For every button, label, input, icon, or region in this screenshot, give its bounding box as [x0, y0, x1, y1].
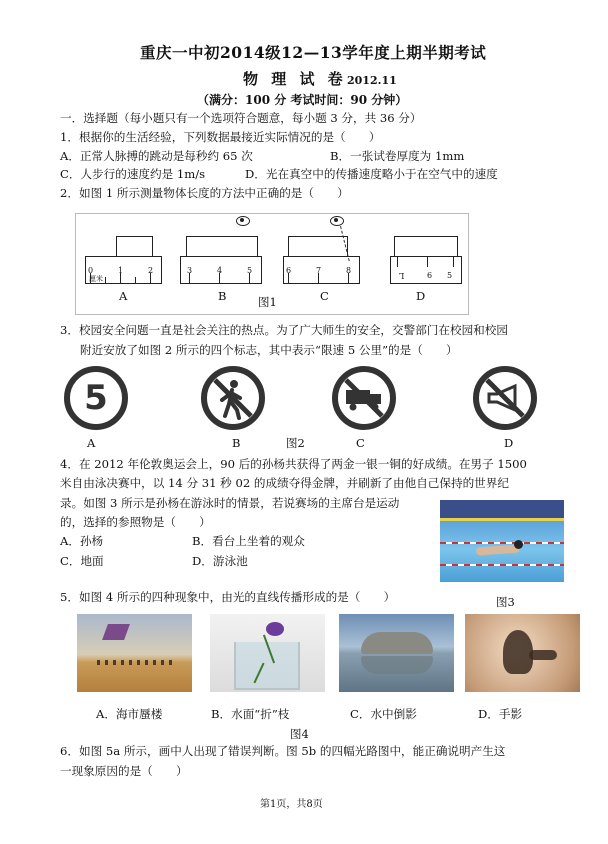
ruler-c: 6 7 8	[283, 256, 360, 284]
no-trucks-sign	[332, 366, 396, 430]
hand-shadow-photo	[465, 614, 580, 692]
q3-line2: 附近安放了如图 2 所示的四个标志，其中表示“限速 5 公里”的是（ ）	[80, 343, 458, 357]
ruler-a-unit: 厘米	[89, 275, 103, 283]
eye-icon-b	[236, 216, 250, 226]
ruler-a: 0 1 2 厘米	[85, 256, 162, 284]
section-heading: 一．选择题（每小题只有一个选项符合题意，每小题 3 分，共 36 分）	[60, 111, 422, 125]
q1-stem: 1．根据你的生活经验，下列数据最接近实际情况的是（ ）	[60, 130, 381, 144]
q4-option-c: C．地面	[60, 554, 104, 568]
q5-option-d: D．手影	[478, 707, 523, 721]
ruler-b: 3 4 5	[180, 256, 262, 284]
q4-line1: 4．在 2012 年伦敦奥运会上，90 后的孙杨共获得了两金一银一铜的好成绩。在男子 1500	[60, 457, 527, 471]
q1-option-a: A．正常人脉搏的跳动是每秒约 65 次	[60, 149, 253, 163]
fig2-label-a: A	[87, 436, 96, 450]
flower	[266, 622, 284, 636]
mirage-photo	[77, 614, 192, 692]
q6-line1: 6．如图 5a 所示，画中人出现了错误判断。图 5b 的四幅光路图中，能正确说明产生这	[60, 744, 506, 758]
no-pedestrian-sign	[201, 366, 265, 430]
page-footer: 第1页，共8页	[260, 799, 323, 810]
reflection-photo	[339, 614, 454, 692]
pedestrian-icon	[207, 372, 259, 424]
q5-option-a: A．海市蜃楼	[96, 707, 163, 721]
q5-stem: 5．如图 4 所示的四种现象中，由光的直线传播形成的是（ ）	[60, 590, 396, 604]
swimming-photo	[440, 500, 564, 582]
fig1-label-a: A	[119, 289, 128, 303]
q4-option-d: D．游泳池	[192, 554, 248, 568]
q4-option-b: B．看台上坐着的观众	[192, 534, 305, 548]
fig2-label-c: C	[356, 436, 365, 450]
q4-line2: 米自由泳决赛中，以 14 分 31 秒 02 的成绩夺得金牌，并刷新了由他自己保持的世界纪	[60, 476, 509, 490]
q2-stem: 2．如图 1 所示测量物体长度的方法中正确的是（ ）	[60, 186, 349, 200]
fig2-label-d: D	[504, 436, 514, 450]
fig1-label-c: C	[320, 289, 329, 303]
q1-option-b: B．一张试卷厚度为 1mm	[330, 149, 465, 163]
horn-icon	[479, 372, 531, 424]
figure-4-caption: 图4	[290, 727, 309, 741]
q5-option-c: C．水中倒影	[350, 707, 417, 721]
fig1-label-b: B	[218, 289, 227, 303]
q6-line2: 一现象原因的是（ ）	[60, 764, 188, 778]
stadium-reflection	[361, 656, 433, 674]
exam-subtitle: 物 理 试 卷	[243, 70, 347, 88]
fig2-label-b: B	[232, 436, 241, 450]
speed-limit-sign	[64, 366, 128, 430]
q3-line1: 3．校园安全问题一直是社会关注的热点。为了广大师生的安全，交警部门在校园和校园	[60, 323, 508, 337]
refraction-photo	[210, 614, 325, 692]
exam-title: 重庆一中初2014级12—13学年度上期半期考试	[140, 43, 487, 62]
water-glass	[234, 642, 300, 690]
figure-3-caption: 图3	[496, 595, 515, 609]
mirage-kite	[102, 624, 130, 640]
figure-2-caption: 图2	[286, 436, 305, 450]
q1-option-c: C．人步行的速度约是 1m/s	[60, 167, 206, 181]
stadium	[361, 632, 433, 654]
no-horn-sign	[473, 366, 537, 430]
exam-date: 2012.11	[347, 74, 397, 87]
exam-note: （满分：100 分 考试时间：90 分钟）	[197, 93, 408, 107]
eye-icon-c	[330, 216, 344, 226]
figure-1-caption: 图1	[258, 295, 277, 309]
truck-icon	[338, 372, 390, 424]
ruler-d: L 6 5	[390, 256, 462, 284]
q4-line3: 录。如图 3 所示是孙杨在游泳时的情景，若说赛场的主席台是运动	[60, 496, 400, 510]
q4-line4: 的，选择的参照物是（ ）	[60, 515, 211, 529]
q4-option-a: A．孙杨	[60, 534, 104, 548]
speed-limit-number: 5	[84, 378, 108, 418]
q1-option-d: D．光在真空中的传播速度略小于在空气中的速度	[245, 167, 498, 181]
fig1-label-d: D	[416, 289, 426, 303]
q5-option-b: B．水面“折”枝	[211, 707, 290, 721]
